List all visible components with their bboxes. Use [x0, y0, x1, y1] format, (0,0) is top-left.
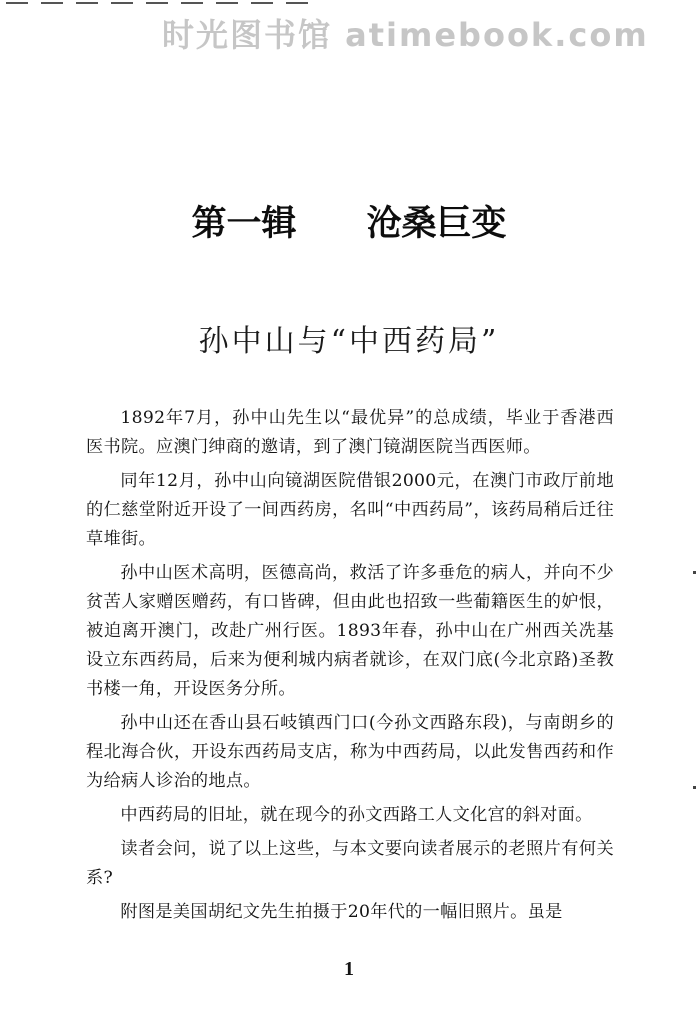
dash	[6, 2, 28, 4]
watermark: 时光图书馆 atimebook.com	[162, 16, 649, 54]
dash	[41, 2, 63, 4]
dash	[76, 2, 98, 4]
paragraph: 1892年7月，孙中山先生以“最优异”的总成绩，毕业于香港西医书院。应澳门绅商的邀请，到了澳门镜湖医院当西医师。	[86, 408, 614, 457]
dash	[286, 2, 308, 4]
scan-speck	[693, 786, 696, 789]
dash	[181, 2, 203, 4]
paragraph: 孙中山医术高明，医德高尚，救活了许多垂危的病人，并向不少贫苦人家赠医赠药，有口皆碑，但由此也招致一些葡籍医生的妒恨，被迫离开澳门，改赴广州行医。1893年春，孙中山在广州西关冼基设立东西药局，后来为便利城内病者就诊，在双门底(今北京路)圣教书楼一角，开设医务分所。	[86, 563, 614, 699]
paragraph: 中西药局的旧址，就在现今的孙文西路工人文化宫的斜对面。	[120, 805, 593, 825]
dash	[251, 2, 273, 4]
top-edge-dashes	[6, 2, 308, 4]
paragraph: 读者会问，说了以上这些，与本文要向读者展示的老照片有何关系?	[86, 839, 614, 888]
dash	[216, 2, 238, 4]
paragraph: 同年12月，孙中山向镜湖医院借银2000元，在澳门市政厅前地的仁慈堂附近开设了一间西药房，名叫“中西药局”，该药局稍后迁往草堆街。	[86, 471, 614, 549]
chapter-title: 第一辑 沧桑巨变	[191, 204, 507, 244]
dash	[111, 2, 133, 4]
paragraph: 附图是美国胡纪文先生拍摄于20年代的一幅旧照片。虽是	[120, 902, 563, 922]
dash	[146, 2, 168, 4]
scan-speck	[693, 571, 696, 574]
article-body	[86, 404, 614, 932]
paragraph: 孙中山还在香山县石岐镇西门口(今孙文西路东段)，与南朗乡的程北海合伙，开设东西药局支店，称为中西药局，以此发售西药和作为给病人诊治的地点。	[86, 713, 614, 791]
page-number: 1	[344, 958, 354, 980]
article-title: 孙中山与“中西药局”	[198, 324, 500, 359]
